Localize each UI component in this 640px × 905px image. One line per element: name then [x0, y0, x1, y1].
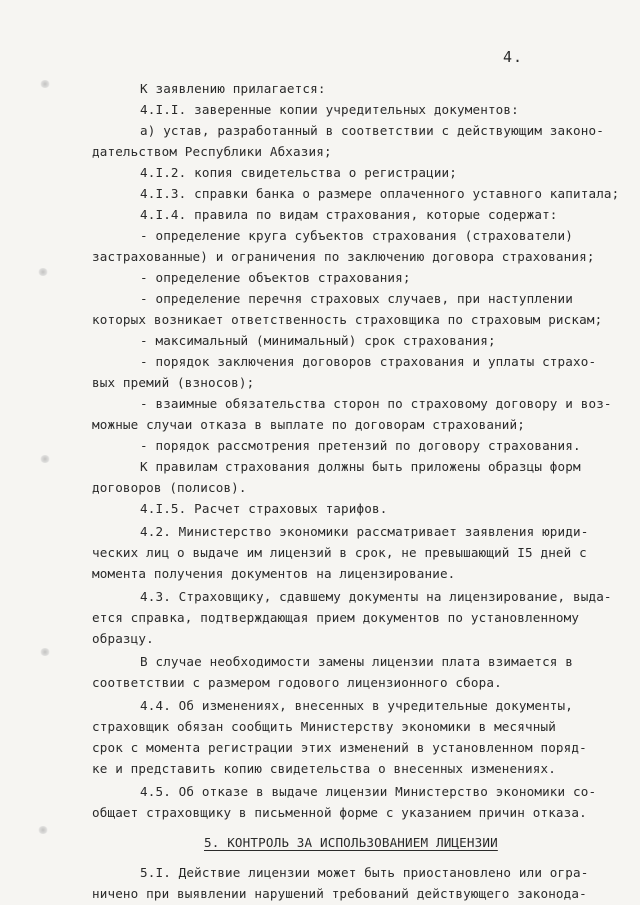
- text-line: соответствии с размером годового лицензионного сбора.: [92, 675, 502, 690]
- text-line: договоров (полисов).: [92, 480, 247, 495]
- text-line: дательством Республики Абхазия;: [92, 144, 332, 159]
- text-line: 4.2. Министерство экономики рассматривает заявления юриди-: [140, 524, 589, 539]
- punch-hole-mark: [40, 648, 50, 656]
- text-line: вых премий (взносов);: [92, 375, 255, 390]
- text-line: ничено при выявлении нарушений требований действующего законода-: [92, 886, 587, 901]
- text-line: 4.I.2. копия свидетельства о регистрации;: [140, 165, 458, 180]
- text-line: - определение круга субъектов страхования (страхователи): [140, 228, 573, 243]
- section-heading: 5. КОНТРОЛЬ ЗА ИСПОЛЬЗОВАНИЕМ ЛИЦЕНЗИИ: [204, 835, 498, 850]
- text-line: можные случаи отказа в выплате по договорам страхований;: [92, 417, 525, 432]
- text-line: общает страховщику в письменной форме с указанием причин отказа.: [92, 805, 587, 820]
- punch-hole-mark: [40, 80, 50, 88]
- text-line: 4.I.I. заверенные копии учредительных документов:: [140, 102, 519, 117]
- text-line: - определение перечня страховых случаев, при наступлении: [140, 291, 573, 306]
- punch-hole-mark: [38, 268, 48, 276]
- text-line: К правилам страхования должны быть приложены образцы форм: [140, 459, 581, 474]
- page-number: 4.: [503, 48, 524, 66]
- text-line: - максимальный (минимальный) срок страхования;: [140, 333, 496, 348]
- text-line: 4.4. Об изменениях, внесенных в учредительные документы,: [140, 698, 573, 713]
- text-line: 4.I.3. справки банка о размере оплаченного уставного капитала;: [140, 186, 620, 201]
- text-line: образцу.: [92, 631, 154, 646]
- text-line: 5.I. Действие лицензии может быть приостановлено или огра-: [140, 865, 589, 880]
- text-line: - порядок заключения договоров страхования и уплаты страхо-: [140, 354, 597, 369]
- text-line: срок с момента регистрации этих изменений в установленном поряд-: [92, 740, 587, 755]
- text-line: момента получения документов на лицензирование.: [92, 566, 456, 581]
- text-line: 4.I.4. правила по видам страхования, которые содержат:: [140, 207, 558, 222]
- text-line: а) устав, разработанный в соответствии с действующим законо-: [140, 123, 604, 138]
- text-line: 4.5. Об отказе в выдаче лицензии Министерство экономики со-: [140, 784, 597, 799]
- punch-hole-mark: [40, 455, 50, 463]
- text-line: ке и представить копию свидетельства о внесенных изменениях.: [92, 761, 556, 776]
- text-line: которых возникает ответственность страховщика по страховым рискам;: [92, 312, 603, 327]
- text-line: К заявлению прилагается:: [140, 81, 326, 96]
- text-line: - порядок рассмотрения претензий по договору страхования.: [140, 438, 581, 453]
- text-line: В случае необходимости замены лицензии плата взимается в: [140, 654, 573, 669]
- text-line: - взаимные обязательства сторон по страховому договору и воз-: [140, 396, 612, 411]
- text-line: - определение объектов страхования;: [140, 270, 411, 285]
- text-line: 4.3. Страховщику, сдавшему документы на лицензирование, выда-: [140, 589, 612, 604]
- text-line: страховщик обязан сообщить Министерству экономики в месячный: [92, 719, 556, 734]
- text-line: 4.I.5. Расчет страховых тарифов.: [140, 501, 388, 516]
- text-line: ческих лиц о выдаче им лицензий в срок, не превышающий I5 дней с: [92, 545, 587, 560]
- punch-hole-mark: [38, 826, 48, 834]
- text-line: ется справка, подтверждающая прием документов по установленному: [92, 610, 580, 625]
- text-line: застрахованные) и ограничения по заключению договора страхования;: [92, 249, 595, 264]
